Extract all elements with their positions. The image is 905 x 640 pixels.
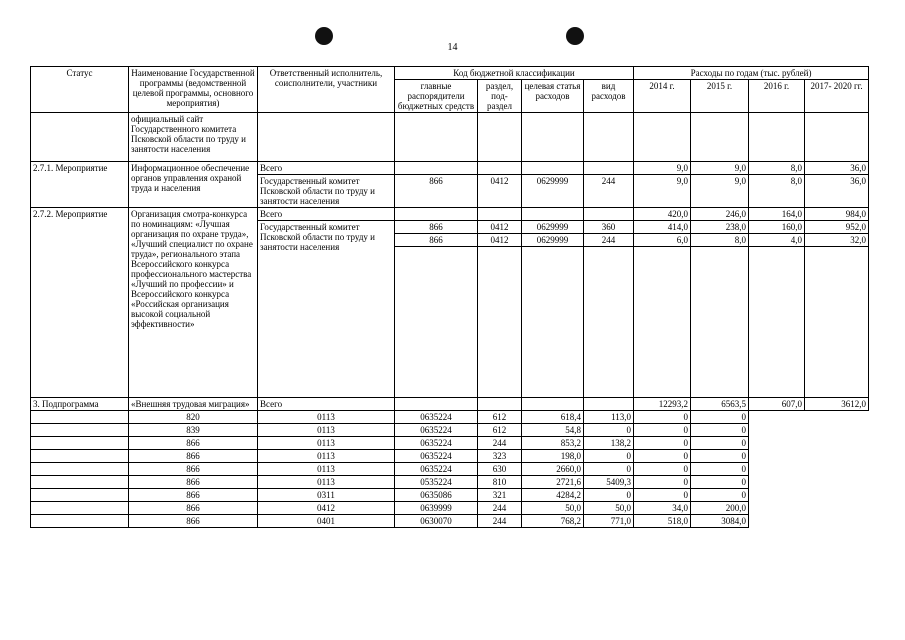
value-2017-2020: 0: [691, 476, 749, 489]
grbs-cell: 866: [129, 502, 258, 515]
csr-cell: 0629999: [522, 175, 584, 208]
grbs-cell: 866: [129, 450, 258, 463]
value-2017-2020: 36,0: [805, 175, 869, 208]
header-csr: целевая статья расходов: [522, 80, 584, 113]
value-2015: 238,0: [691, 221, 749, 234]
csr-cell: 0635086: [395, 489, 478, 502]
header-grbs: главные распорядители бюджетных средств: [395, 80, 478, 113]
value-2016: 8,0: [749, 175, 805, 208]
table-row: [31, 502, 869, 515]
table-row-continuation: [31, 113, 869, 162]
value-2014: 853,2: [522, 437, 584, 450]
value-2017-2020: 3084,0: [691, 515, 749, 528]
status-cell: 2.7.1. Мероприятие: [31, 162, 129, 208]
vr-cell: 612: [478, 411, 522, 424]
table-row: [31, 424, 869, 437]
status-cell: 3. Подпрограмма: [31, 398, 129, 411]
value-2015: 113,0: [584, 411, 634, 424]
value-2015: 246,0: [691, 208, 749, 221]
csr-cell: 0635224: [395, 450, 478, 463]
value-2016: 518,0: [634, 515, 691, 528]
value-2015: 50,0: [584, 502, 634, 515]
participant-cell: Государственный комитет Псковской области по труду и занятости населения: [258, 221, 395, 398]
value-2016: 34,0: [634, 502, 691, 515]
table-row: [31, 463, 869, 476]
value-2017-2020: 0: [691, 450, 749, 463]
vr-cell: 244: [478, 437, 522, 450]
program-name-cell: «Внешняя трудовая миграция»: [129, 398, 258, 411]
grbs-cell: 820: [129, 411, 258, 424]
participant-cell: Государственный комитет Псковской области по труду и занятости населения: [258, 175, 395, 208]
table-row-271-total: [31, 162, 869, 175]
value-2017-2020: 0: [691, 489, 749, 502]
grbs-cell: 839: [129, 424, 258, 437]
grbs-cell: 866: [395, 221, 478, 234]
csr-cell: 0639999: [395, 502, 478, 515]
value-2016: 0: [634, 450, 691, 463]
rzpr-cell: 0412: [258, 502, 395, 515]
value-2017-2020: 0: [691, 424, 749, 437]
vr-cell: 244: [584, 234, 634, 247]
participant-cell: [31, 476, 129, 489]
table-row: [31, 489, 869, 502]
value-2014: 6,0: [634, 234, 691, 247]
csr-cell: 0535224: [395, 476, 478, 489]
table-row: [31, 476, 869, 489]
total-label: Всего: [258, 398, 395, 411]
vr-cell: 630: [478, 463, 522, 476]
value-2016: 164,0: [749, 208, 805, 221]
value-2014: 414,0: [634, 221, 691, 234]
value-2017-2020: 0: [691, 411, 749, 424]
value-2016: 607,0: [749, 398, 805, 411]
rzpr-cell: 0113: [258, 463, 395, 476]
value-2014: 50,0: [522, 502, 584, 515]
csr-cell: 0629999: [522, 221, 584, 234]
grbs-cell: 866: [129, 463, 258, 476]
value-2014: 9,0: [634, 175, 691, 208]
table-row-3-total: [31, 398, 869, 411]
grbs-cell: 866: [129, 515, 258, 528]
csr-cell: 0630070: [395, 515, 478, 528]
rzpr-cell: 0113: [258, 450, 395, 463]
grbs-cell: 866: [129, 437, 258, 450]
header-vr: вид расходов: [584, 80, 634, 113]
page-number: 14: [447, 42, 458, 53]
rzpr-cell: 0113: [258, 476, 395, 489]
value-2016: 0: [634, 437, 691, 450]
participant-cell: [31, 463, 129, 476]
csr-cell: 0635224: [395, 463, 478, 476]
value-2017-2020: 32,0: [805, 234, 869, 247]
header-year-2016: 2016 г.: [749, 80, 805, 113]
table-row: [31, 437, 869, 450]
value-2015: 0: [584, 450, 634, 463]
value-2015: 9,0: [691, 162, 749, 175]
header-year-2015: 2015 г.: [691, 80, 749, 113]
value-2017-2020: 952,0: [805, 221, 869, 234]
value-2016: 0: [634, 463, 691, 476]
participant-cell: [31, 502, 129, 515]
header-status: Статус: [31, 67, 129, 113]
value-2016: 0: [634, 411, 691, 424]
value-2016: 0: [634, 424, 691, 437]
csr-cell: 0635224: [395, 424, 478, 437]
value-2015: 8,0: [691, 234, 749, 247]
grbs-cell: 866: [129, 489, 258, 502]
status-cell: 2.7.2. Мероприятие: [31, 208, 129, 398]
total-label: Всего: [258, 162, 395, 175]
program-name-cell: Информационное обеспечение органов управления охраной труда и населения: [129, 162, 258, 208]
value-2016: 160,0: [749, 221, 805, 234]
vr-cell: 360: [584, 221, 634, 234]
header-expenses: Расходы по годам (тыс. рублей): [634, 67, 869, 80]
value-2015: 0: [584, 424, 634, 437]
value-2014: 9,0: [634, 162, 691, 175]
value-2015: 5409,3: [584, 476, 634, 489]
header-year-2017-2020: 2017- 2020 гг.: [805, 80, 869, 113]
value-2017-2020: 984,0: [805, 208, 869, 221]
rzpr-cell: 0412: [478, 175, 522, 208]
table-row-272-total: [31, 208, 869, 221]
value-2016: 4,0: [749, 234, 805, 247]
vr-cell: 244: [478, 502, 522, 515]
vr-cell: 244: [584, 175, 634, 208]
vr-cell: 612: [478, 424, 522, 437]
rzpr-cell: 0412: [478, 234, 522, 247]
total-label: Всего: [258, 208, 395, 221]
csr-cell: 0629999: [522, 234, 584, 247]
value-2014: 2660,0: [522, 463, 584, 476]
vr-cell: 244: [478, 515, 522, 528]
value-2015: 0: [584, 489, 634, 502]
value-2017-2020: 3612,0: [805, 398, 869, 411]
value-2016: 0: [634, 476, 691, 489]
value-2017-2020: 36,0: [805, 162, 869, 175]
csr-cell: 0635224: [395, 437, 478, 450]
vr-cell: 810: [478, 476, 522, 489]
table-row: [31, 411, 869, 424]
value-2014: 618,4: [522, 411, 584, 424]
participant-cell: [31, 489, 129, 502]
program-name-cell: Организация смотра-конкурса по номинациям: «Лучшая организация по охране труда», «Лучший специалист по охране труда», регионального этапа Всероссийского конкурса профессионального мастерства «Лучший по профессии» и Всероссийского конкурса «Российская организация высокой социальной эффективности»: [129, 208, 258, 398]
value-2015: 6563,5: [691, 398, 749, 411]
value-2014: 12293,2: [634, 398, 691, 411]
participant-cell: [31, 515, 129, 528]
participant-cell: [31, 437, 129, 450]
vr-cell: 321: [478, 489, 522, 502]
grbs-cell: 866: [395, 175, 478, 208]
header-year-2014: 2014 г.: [634, 80, 691, 113]
status-cell: [31, 113, 129, 162]
header-program-name: Наименование Государственной программы (ведомственной целевой программы, основного мероприятия): [129, 67, 258, 113]
value-2015: 771,0: [584, 515, 634, 528]
grbs-cell: 866: [129, 476, 258, 489]
value-2014: 2721,6: [522, 476, 584, 489]
rzpr-cell: 0401: [258, 515, 395, 528]
header-responsible: Ответственный исполнитель, соисполнители, участники: [258, 67, 395, 113]
participant-cell: [31, 424, 129, 437]
participant-cell: [31, 450, 129, 463]
rzpr-cell: 0113: [258, 411, 395, 424]
value-2014: 4284,2: [522, 489, 584, 502]
vr-cell: 323: [478, 450, 522, 463]
budget-table: [30, 66, 869, 528]
rzpr-cell: 0113: [258, 424, 395, 437]
table-row: [31, 450, 869, 463]
participant-cell: [31, 411, 129, 424]
rzpr-cell: 0113: [258, 437, 395, 450]
value-2016: 0: [634, 489, 691, 502]
header-rzpr: раздел, под- раздел: [478, 80, 522, 113]
value-2014: 420,0: [634, 208, 691, 221]
value-2014: 768,2: [522, 515, 584, 528]
value-2015: 138,2: [584, 437, 634, 450]
value-2016: 8,0: [749, 162, 805, 175]
value-2015: 9,0: [691, 175, 749, 208]
rzpr-cell: 0412: [478, 221, 522, 234]
value-2014: 54,8: [522, 424, 584, 437]
table-row: [31, 515, 869, 528]
value-2015: 0: [584, 463, 634, 476]
value-2017-2020: 0: [691, 463, 749, 476]
program-name-cell: официальный сайт Государственного комитета Псковской области по труду и занятости населения: [129, 113, 258, 162]
value-2014: 198,0: [522, 450, 584, 463]
value-2017-2020: 200,0: [691, 502, 749, 515]
header-budget-code: Код бюджетной классификации: [395, 67, 634, 80]
grbs-cell: 866: [395, 234, 478, 247]
csr-cell: 0635224: [395, 411, 478, 424]
table-header-row: [31, 67, 869, 80]
value-2017-2020: 0: [691, 437, 749, 450]
rzpr-cell: 0311: [258, 489, 395, 502]
